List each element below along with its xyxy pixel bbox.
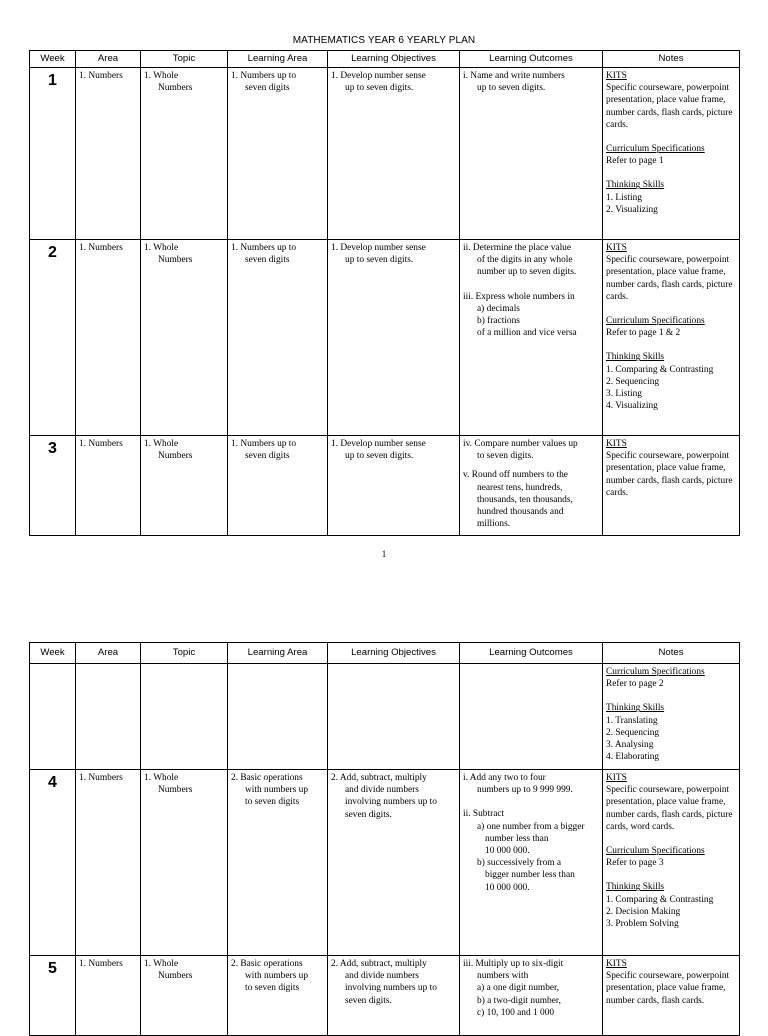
- learning-outcomes-cell: i. Name and write numbers up to seven digits.: [460, 68, 603, 240]
- header-learning-area: Learning Area: [228, 51, 328, 68]
- learning-objectives-cell: 1. Develop number sense up to seven digits.: [328, 240, 460, 436]
- plan-table-page-2: [29, 642, 740, 1036]
- learning-area-cell: 2. Basic operations with numbers up to seven digits: [228, 770, 328, 956]
- learning-outcomes-cell: [460, 664, 603, 770]
- area-cell: 1. Numbers: [76, 956, 141, 1036]
- learning-outcomes-cell: ii. Determine the place value of the digits in any whole number up to seven digits. iii. Express whole numbers in a) decimals b) fractions of a million and vice versa: [460, 240, 603, 436]
- topic-cell: 1. Whole Numbers: [141, 956, 228, 1036]
- table-row-week-3: [30, 436, 740, 536]
- header-topic: Topic: [141, 51, 228, 68]
- area-cell: [76, 664, 141, 770]
- header-area: Area: [76, 51, 141, 68]
- topic-cell: 1. Whole Numbers: [141, 436, 228, 536]
- topic-cell: 1. Whole Numbers: [141, 240, 228, 436]
- header-notes: Notes: [603, 51, 740, 68]
- table-row-week-2: [30, 240, 740, 436]
- learning-outcomes-cell: i. Add any two to four numbers up to 9 999 999. ii. Subtract a) one number from a bigger number less than 10 000 000. b) successively from a bigger number less than 10 000 000.: [460, 770, 603, 956]
- week-number: 5: [30, 956, 76, 1036]
- document-title: MATHEMATICS YEAR 6 YEARLY PLAN: [292, 35, 476, 46]
- learning-objectives-cell: 1. Develop number sense up to seven digits.: [328, 436, 460, 536]
- header-topic: Topic: [141, 643, 228, 664]
- notes-cell: Curriculum Specifications Refer to page 2 Thinking Skills 1. Translating 2. Sequencing 3. Analysing 4. Elaborating: [603, 664, 740, 770]
- week-number: 4: [30, 770, 76, 956]
- week-number: 3: [30, 436, 76, 536]
- page-number: 1: [381, 549, 387, 559]
- header-row: [30, 643, 740, 664]
- header-week: Week: [30, 643, 76, 664]
- week-number: 2: [30, 240, 76, 436]
- area-cell: 1. Numbers: [76, 68, 141, 240]
- header-learning-objectives: Learning Objectives: [328, 51, 460, 68]
- learning-area-cell: 1. Numbers up to seven digits: [228, 436, 328, 536]
- learning-outcomes-cell: iii. Multiply up to six-digit numbers with a) a one digit number, b) a two-digit number, c) 10, 100 and 1 000: [460, 956, 603, 1036]
- learning-area-cell: 2. Basic operations with numbers up to seven digits: [228, 956, 328, 1036]
- table-row-week-1: [30, 68, 740, 240]
- table-row-week-4: [30, 770, 740, 956]
- learning-area-cell: [228, 664, 328, 770]
- learning-area-cell: 1. Numbers up to seven digits: [228, 240, 328, 436]
- learning-objectives-cell: 1. Develop number sense up to seven digits.: [328, 68, 460, 240]
- area-cell: 1. Numbers: [76, 770, 141, 956]
- week-number: [30, 664, 76, 770]
- header-learning-outcomes: Learning Outcomes: [460, 643, 603, 664]
- table-row-continued: [30, 664, 740, 770]
- header-learning-area: Learning Area: [228, 643, 328, 664]
- topic-cell: 1. Whole Numbers: [141, 68, 228, 240]
- notes-cell: KITS Specific courseware, powerpoint presentation, place value frame, number cards, flash cards.: [603, 956, 740, 1036]
- learning-outcomes-cell: iv. Compare number values up to seven digits. v. Round off numbers to the nearest tens, hundreds, thousands, ten thousands, hundred thousands and millions.: [460, 436, 603, 536]
- topic-cell: [141, 664, 228, 770]
- area-cell: 1. Numbers: [76, 240, 141, 436]
- plan-table-page-1: [29, 50, 740, 536]
- notes-cell: KITS Specific courseware, powerpoint presentation, place value frame, number cards, flash cards, picture cards. Curriculum Specifications Refer to page 1 & 2 Thinking Skills 1. Comparing & Contrasting 2. Sequencing 3. Listing 4. Visualizing: [603, 240, 740, 436]
- learning-area-cell: 1. Numbers up to seven digits: [228, 68, 328, 240]
- learning-objectives-cell: 2. Add, subtract, multiply and divide numbers involving numbers up to seven digits.: [328, 956, 460, 1036]
- header-notes: Notes: [603, 643, 740, 664]
- notes-cell: KITS Specific courseware, powerpoint presentation, place value frame, number cards, flash cards, picture cards, word cards. Curriculum Specifications Refer to page 3 Thinking Skills 1. Comparing & Contrasting 2. Decision Making 3. Problem Solving: [603, 770, 740, 956]
- header-area: Area: [76, 643, 141, 664]
- notes-cell: KITS Specific courseware, powerpoint presentation, place value frame, number cards, flash cards, picture cards. Curriculum Specifications Refer to page 1 Thinking Skills 1. Listing 2. Visualizing: [603, 68, 740, 240]
- header-row: [30, 51, 740, 68]
- notes-cell: KITS Specific courseware, powerpoint presentation, place value frame, number cards, flash cards, picture cards.: [603, 436, 740, 536]
- learning-objectives-cell: 2. Add, subtract, multiply and divide numbers involving numbers up to seven digits.: [328, 770, 460, 956]
- header-learning-outcomes: Learning Outcomes: [460, 51, 603, 68]
- topic-cell: 1. Whole Numbers: [141, 770, 228, 956]
- area-cell: 1. Numbers: [76, 436, 141, 536]
- week-number: 1: [30, 68, 76, 240]
- header-learning-objectives: Learning Objectives: [328, 643, 460, 664]
- header-week: Week: [30, 51, 76, 68]
- learning-objectives-cell: [328, 664, 460, 770]
